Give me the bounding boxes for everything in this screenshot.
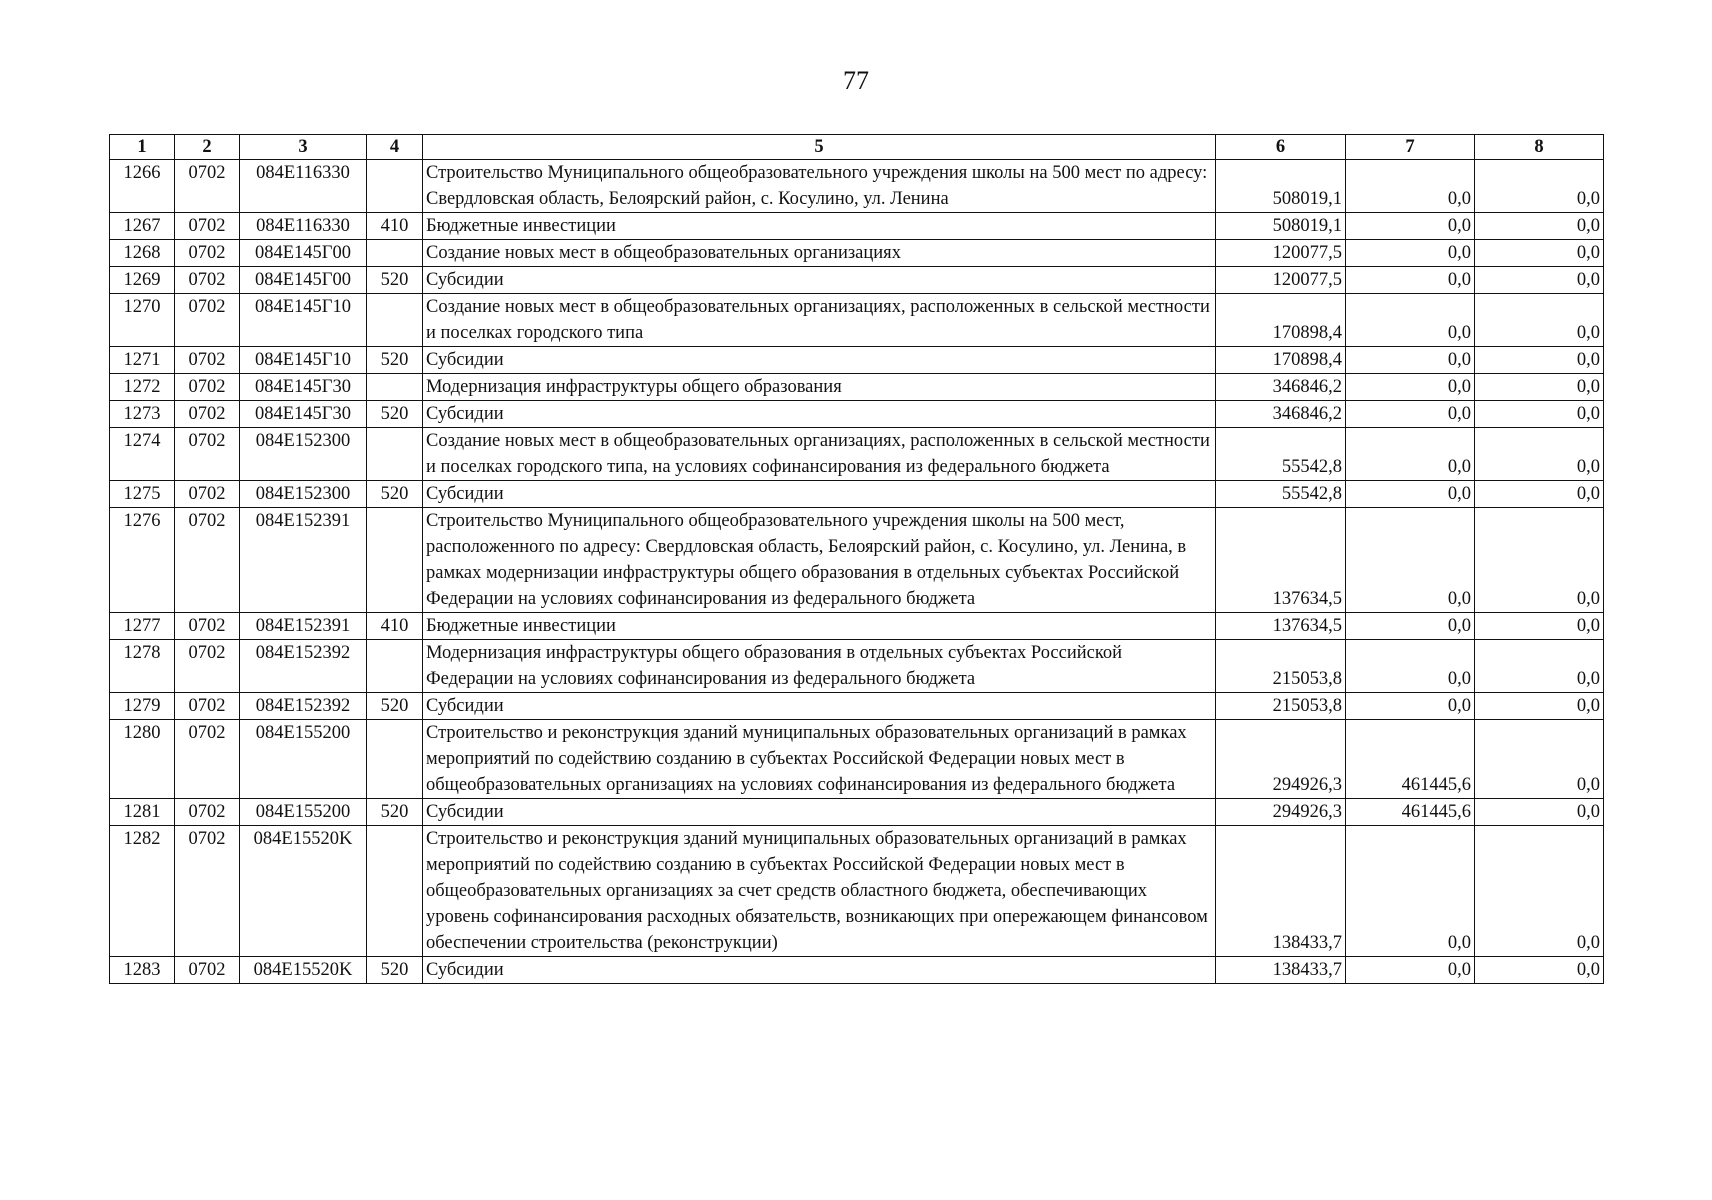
amount-col8-cell: 0,0 [1475,720,1604,799]
amount-col6-cell: 215053,8 [1216,640,1346,693]
amount-col7-cell: 0,0 [1346,508,1475,613]
amount-col7-cell: 0,0 [1346,693,1475,720]
section-code-cell: 0702 [175,957,240,984]
page-number: 77 [843,66,869,95]
amount-col6-cell: 170898,4 [1216,347,1346,374]
header-cell: 6 [1216,135,1346,160]
target-article-cell: 084E152300 [240,428,367,481]
section-code-cell: 0702 [175,374,240,401]
target-article-cell: 084E145Г30 [240,374,367,401]
description-cell: Бюджетные инвестиции [423,613,1216,640]
description-cell: Строительство Муниципального общеобразовательного учреждения школы на 500 мест, расположенного по адресу: Свердловская область, Белоярский район, с. Косулино, ул. Ленина, в рамках модернизации инфраструктуры общего образования в отдельных субъектах Российской Федерации на условиях софинансирования из федерального бюджета [423,508,1216,613]
target-article-cell: 084E152391 [240,613,367,640]
table-row [110,720,1604,799]
section-code-cell: 0702 [175,213,240,240]
row-number-cell: 1283 [110,957,175,984]
description-cell: Субсидии [423,957,1216,984]
amount-col7-cell: 0,0 [1346,240,1475,267]
table-row [110,826,1604,957]
table-row [110,374,1604,401]
description-cell: Создание новых мест в общеобразовательных организациях, расположенных в сельской местности и поселках городского типа [423,294,1216,347]
table-body [110,160,1604,984]
row-number-cell: 1276 [110,508,175,613]
amount-col7-cell: 0,0 [1346,957,1475,984]
amount-col8-cell: 0,0 [1475,481,1604,508]
table-row [110,428,1604,481]
target-article-cell: 084E152300 [240,481,367,508]
target-article-cell: 084E145Г00 [240,267,367,294]
expense-type-cell: 520 [367,481,423,508]
amount-col7-cell: 0,0 [1346,826,1475,957]
description-cell: Субсидии [423,693,1216,720]
table-row [110,267,1604,294]
amount-col6-cell: 294926,3 [1216,799,1346,826]
table-row [110,799,1604,826]
target-article-cell: 084E116330 [240,160,367,213]
table-row [110,240,1604,267]
description-cell: Субсидии [423,799,1216,826]
amount-col6-cell: 508019,1 [1216,213,1346,240]
amount-col7-cell: 0,0 [1346,160,1475,213]
amount-col6-cell: 120077,5 [1216,240,1346,267]
target-article-cell: 084E152392 [240,640,367,693]
table-row [110,213,1604,240]
row-number-cell: 1271 [110,347,175,374]
table-row [110,294,1604,347]
description-cell: Строительство и реконструкция зданий муниципальных образовательных организаций в рамках мероприятий по содействию созданию в субъектах Российской Федерации новых мест в общеобразовательных организациях за счет средств областного бюджета, обеспечивающих уровень софинансирования расходных обязательств, возникающих при опережающем финансовом обеспечении строительства (реконструкции) [423,826,1216,957]
expense-type-cell [367,826,423,957]
expense-type-cell [367,640,423,693]
amount-col7-cell: 0,0 [1346,294,1475,347]
row-number-cell: 1279 [110,693,175,720]
section-code-cell: 0702 [175,720,240,799]
header-cell: 5 [423,135,1216,160]
amount-col7-cell: 461445,6 [1346,720,1475,799]
section-code-cell: 0702 [175,347,240,374]
amount-col8-cell: 0,0 [1475,347,1604,374]
amount-col8-cell: 0,0 [1475,240,1604,267]
target-article-cell: 084E155200 [240,720,367,799]
amount-col7-cell: 0,0 [1346,347,1475,374]
amount-col8-cell: 0,0 [1475,799,1604,826]
target-article-cell: 084E116330 [240,213,367,240]
budget-table [109,134,1604,984]
amount-col8-cell: 0,0 [1475,613,1604,640]
expense-type-cell: 520 [367,957,423,984]
expense-type-cell [367,240,423,267]
description-cell: Субсидии [423,267,1216,294]
header-cell: 4 [367,135,423,160]
description-cell: Модернизация инфраструктуры общего образования [423,374,1216,401]
description-cell: Создание новых мест в общеобразовательных организациях, расположенных в сельской местности и поселках городского типа, на условиях софинансирования из федерального бюджета [423,428,1216,481]
amount-col6-cell: 215053,8 [1216,693,1346,720]
expense-type-cell: 520 [367,347,423,374]
amount-col7-cell: 0,0 [1346,374,1475,401]
section-code-cell: 0702 [175,294,240,347]
target-article-cell: 084E145Г10 [240,294,367,347]
expense-type-cell: 520 [367,693,423,720]
amount-col7-cell: 0,0 [1346,267,1475,294]
amount-col8-cell: 0,0 [1475,267,1604,294]
expense-type-cell: 520 [367,267,423,294]
amount-col8-cell: 0,0 [1475,428,1604,481]
expense-type-cell: 520 [367,799,423,826]
row-number-cell: 1270 [110,294,175,347]
amount-col6-cell: 294926,3 [1216,720,1346,799]
section-code-cell: 0702 [175,826,240,957]
section-code-cell: 0702 [175,508,240,613]
section-code-cell: 0702 [175,640,240,693]
row-number-cell: 1266 [110,160,175,213]
table-row [110,957,1604,984]
expense-type-cell: 410 [367,213,423,240]
target-article-cell: 084E145Г00 [240,240,367,267]
description-cell: Создание новых мест в общеобразовательных организациях [423,240,1216,267]
amount-col6-cell: 138433,7 [1216,826,1346,957]
table-row [110,693,1604,720]
header-cell: 1 [110,135,175,160]
section-code-cell: 0702 [175,613,240,640]
amount-col7-cell: 0,0 [1346,613,1475,640]
amount-col6-cell: 346846,2 [1216,401,1346,428]
target-article-cell: 084E152392 [240,693,367,720]
description-cell: Субсидии [423,481,1216,508]
amount-col7-cell: 461445,6 [1346,799,1475,826]
section-code-cell: 0702 [175,401,240,428]
amount-col6-cell: 508019,1 [1216,160,1346,213]
amount-col7-cell: 0,0 [1346,640,1475,693]
amount-col8-cell: 0,0 [1475,374,1604,401]
row-number-cell: 1272 [110,374,175,401]
expense-type-cell [367,428,423,481]
description-cell: Субсидии [423,347,1216,374]
row-number-cell: 1280 [110,720,175,799]
amount-col6-cell: 138433,7 [1216,957,1346,984]
amount-col6-cell: 55542,8 [1216,428,1346,481]
table-row [110,613,1604,640]
expense-type-cell: 410 [367,613,423,640]
target-article-cell: 084E145Г10 [240,347,367,374]
amount-col7-cell: 0,0 [1346,481,1475,508]
row-number-cell: 1269 [110,267,175,294]
amount-col6-cell: 137634,5 [1216,508,1346,613]
amount-col8-cell: 0,0 [1475,640,1604,693]
row-number-cell: 1268 [110,240,175,267]
header-cell: 2 [175,135,240,160]
table-row [110,481,1604,508]
amount-col8-cell: 0,0 [1475,826,1604,957]
target-article-cell: 084E155200 [240,799,367,826]
target-article-cell: 084E145Г30 [240,401,367,428]
amount-col8-cell: 0,0 [1475,508,1604,613]
description-cell: Строительство и реконструкция зданий муниципальных образовательных организаций в рамках мероприятий по содействию созданию в субъектах Российской Федерации новых мест в общеобразовательных организациях на условиях софинансирования из федерального бюджета [423,720,1216,799]
section-code-cell: 0702 [175,481,240,508]
expense-type-cell [367,294,423,347]
row-number-cell: 1278 [110,640,175,693]
description-cell: Строительство Муниципального общеобразовательного учреждения школы на 500 мест по адресу: Свердловская область, Белоярский район, с. Косулино, ул. Ленина [423,160,1216,213]
section-code-cell: 0702 [175,160,240,213]
description-cell: Модернизация инфраструктуры общего образования в отдельных субъектах Российской Федерации на условиях софинансирования из федерального бюджета [423,640,1216,693]
amount-col7-cell: 0,0 [1346,401,1475,428]
header-cell: 7 [1346,135,1475,160]
table-row [110,640,1604,693]
header-cell: 3 [240,135,367,160]
row-number-cell: 1277 [110,613,175,640]
row-number-cell: 1273 [110,401,175,428]
row-number-cell: 1267 [110,213,175,240]
amount-col8-cell: 0,0 [1475,957,1604,984]
header-row [110,135,1604,160]
amount-col8-cell: 0,0 [1475,160,1604,213]
target-article-cell: 084E152391 [240,508,367,613]
expense-type-cell [367,720,423,799]
table-row [110,160,1604,213]
amount-col8-cell: 0,0 [1475,213,1604,240]
expense-type-cell [367,374,423,401]
section-code-cell: 0702 [175,267,240,294]
description-cell: Субсидии [423,401,1216,428]
amount-col8-cell: 0,0 [1475,294,1604,347]
section-code-cell: 0702 [175,693,240,720]
amount-col8-cell: 0,0 [1475,693,1604,720]
table-row [110,508,1604,613]
table-row [110,401,1604,428]
amount-col6-cell: 137634,5 [1216,613,1346,640]
row-number-cell: 1275 [110,481,175,508]
target-article-cell: 084E15520K [240,826,367,957]
row-number-cell: 1281 [110,799,175,826]
row-number-cell: 1282 [110,826,175,957]
row-number-cell: 1274 [110,428,175,481]
amount-col8-cell: 0,0 [1475,401,1604,428]
section-code-cell: 0702 [175,799,240,826]
expense-type-cell: 520 [367,401,423,428]
expense-type-cell [367,160,423,213]
target-article-cell: 084E15520K [240,957,367,984]
expense-type-cell [367,508,423,613]
table-row [110,347,1604,374]
amount-col7-cell: 0,0 [1346,428,1475,481]
amount-col6-cell: 120077,5 [1216,267,1346,294]
header-cell: 8 [1475,135,1604,160]
amount-col6-cell: 346846,2 [1216,374,1346,401]
amount-col7-cell: 0,0 [1346,213,1475,240]
section-code-cell: 0702 [175,240,240,267]
description-cell: Бюджетные инвестиции [423,213,1216,240]
amount-col6-cell: 55542,8 [1216,481,1346,508]
section-code-cell: 0702 [175,428,240,481]
amount-col6-cell: 170898,4 [1216,294,1346,347]
